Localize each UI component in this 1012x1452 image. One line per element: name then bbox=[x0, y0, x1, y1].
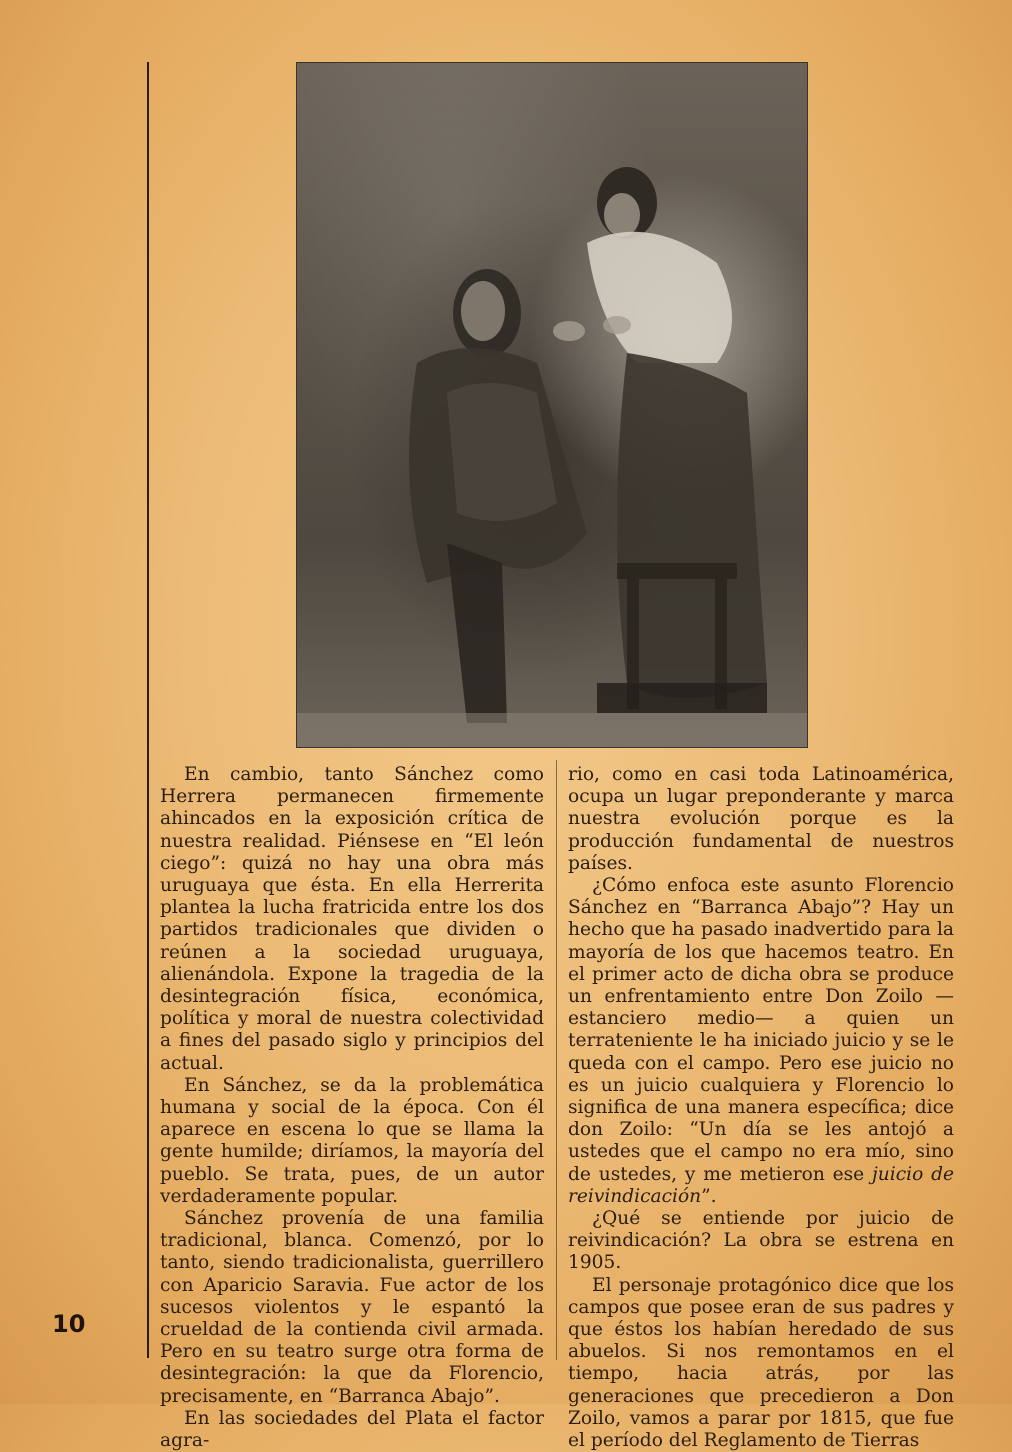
right-text-column bbox=[568, 764, 954, 1452]
page-number: 10 bbox=[52, 1310, 86, 1338]
left-margin-rule bbox=[147, 62, 149, 1358]
paragraph: En las sociedades del Plata el factor agra- bbox=[160, 1407, 544, 1452]
paragraph-continuation: rio, como en casi toda Latinoamérica, ocupa un lugar preponderante y marca nuestra evolución porque es la producción fundamental de nuestros países. bbox=[568, 764, 954, 874]
stage-photo-icon bbox=[297, 63, 807, 747]
stage-photo bbox=[296, 62, 808, 748]
paragraph: El personaje protagónico dice que los campos que posee eran de sus padres y que éstos los habían heredado de sus abuelos. Si nos remontamos en el tiempo, hacia atrás, por las generaciones que precedieron a Don Zoilo, vamos a parar por 1815, que fue el período del Reglamento de Tierras bbox=[568, 1274, 954, 1452]
left-text-column bbox=[160, 764, 544, 1452]
italic-phrase: juicio de reivindicación bbox=[568, 1163, 954, 1207]
column-divider bbox=[556, 760, 557, 1360]
paragraph: En cambio, tanto Sánchez como Herrera permanecen firmemente ahincados en la exposición crítica de nuestra realidad. Piénsese en “El león ciego”: quizá no hay una obra más uruguaya que ésta. En ella Herrerita plantea la lucha fratricida entre los dos partidos tradicionales que dividen o reúnen a la sociedad uruguaya, alienándola. Expone la tragedia de la desintegración física, económica, política y moral de nuestra colectividad a fines del pasado siglo y principios del actual. bbox=[160, 764, 544, 1074]
paragraph bbox=[568, 875, 954, 1208]
paragraph-text: ¿Cómo enfoca este asunto Florencio Sánchez en “Barranca Abajo”? Hay un hecho que ha pasado inadvertido para la mayoría de los que hacemos teatro. En el primer acto de dicha obra se produce un enfrentamiento entre Don Zoilo —estanciero medio— a quien un terrateniente le ha iniciado juicio y se le queda con el campo. Pero ese juicio no es un juicio cualquiera y Florencio lo significa de una manera específica; dice don Zoilo: “Un día se les antojó a ustedes que el campo no era mío, sino de ustedes, y me metieron ese bbox=[568, 875, 954, 1185]
paragraph: ¿Qué se entiende por juicio de reivindicación? La obra se estrena en 1905. bbox=[568, 1208, 954, 1274]
paragraph-end: ”. bbox=[701, 1185, 717, 1207]
paragraph: En Sánchez, se da la problemática humana y social de la época. Con él aparece en escena lo que se llama la gente humilde; diríamos, la mayoría del pueblo. Se trata, pues, de un autor verdaderamente popular. bbox=[160, 1074, 544, 1207]
paragraph: Sánchez provenía de una familia tradicional, blanca. Comenzó, por lo tanto, siendo tradicionalista, guerrillero con Aparicio Saravia. Fue actor de los sucesos violentos y le espantó la crueldad de la contienda civil armada. Pero en su teatro surge otra forma de desintegración: la que da Florencio, precisamente, en “Barranca Abajo”. bbox=[160, 1208, 544, 1407]
